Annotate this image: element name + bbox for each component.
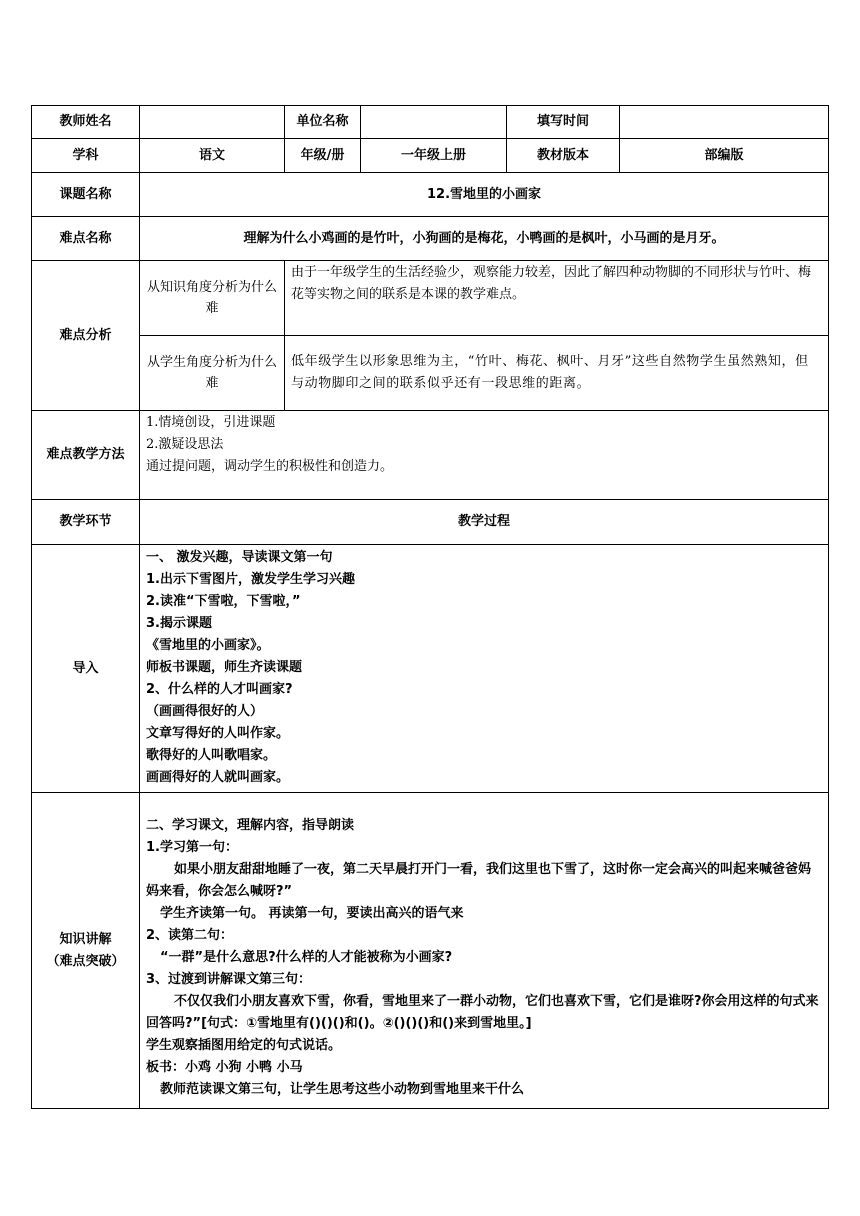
lesson-label: 课题名称 [32,173,140,217]
methods-line: 通过提问题，调动学生的积极性和创造力。 [146,459,394,474]
methods-content [140,411,829,500]
knowledge-line: 不仅仅我们小朋友喜欢下雪，你看，雪地里来了一群小动物，它们也喜欢下雪，它们是谁呀?你会用这样的句式来回答吗?”[句式：①雪地里有()()()和()。②()()()和()来到雪地里。] [146,994,819,1031]
knowledge-label-line1: 知识讲解 [59,931,112,947]
intro-label: 导入 [32,545,140,793]
knowledge-line: 教师范读课文第三句，让学生思考这些小动物到雪地里来干什么 [160,1082,525,1097]
time-label: 填写时间 [507,106,620,139]
analysis-label: 难点分析 [32,261,140,411]
difficulty-label: 难点名称 [32,217,140,261]
methods-line: 1.情境创设，引进课题 [146,415,276,430]
grade-value: 一年级上册 [361,139,507,173]
analysis-student-row [32,336,829,411]
student-angle-label: 从学生角度分析为什么难 [140,336,285,411]
knowledge-line: 板书：小鸡 小狗 小鸭 小马 [146,1060,303,1075]
knowledge-label-line2: （难点突破） [46,953,125,969]
knowledge-row [32,793,829,1109]
teacher-label: 教师姓名 [32,106,140,139]
intro-line: 1.出示下雪图片，激发学生学习兴趣 [146,572,355,587]
knowledge-line: 如果小朋友甜甜地睡了一夜，第二天早晨打开门一看，我们这里也下雪了，这时你一定会高兴的叫起来喊爸爸妈妈来看，你会怎么喊呀?” [146,862,812,899]
knowledge-line: 3、过渡到讲解课文第三句： [146,972,312,987]
subject-row [32,139,829,173]
edition-value: 部编版 [620,139,829,173]
intro-line: 一、 激发兴趣，导读课文第一句 [146,550,333,565]
unit-label: 单位名称 [285,106,361,139]
knowledge-line: 学生观察插图用给定的句式说话。 [146,1038,342,1053]
knowledge-line: 2、读第二句： [146,928,234,943]
teacher-row [32,106,829,139]
difficulty-row [32,217,829,261]
fill-time-cell[interactable] [620,106,829,139]
intro-line: （画画得很好的人） [146,704,264,719]
knowledge-line: 学生齐读第一句。 再读第一句，要读出高兴的语气来 [160,906,464,921]
intro-line: 文章写得好的人叫作家。 [146,726,290,741]
edition-label: 教材版本 [507,139,620,173]
intro-line: 2.读准“下雪啦，下雪啦，” [146,594,301,609]
difficulty-text: 理解为什么小鸡画的是竹叶，小狗画的是梅花，小鸭画的是枫叶，小马画的是月牙。 [140,217,829,261]
subject-value: 语文 [140,139,285,173]
intro-content [140,545,829,793]
analysis-knowledge-row [32,261,829,336]
intro-row [32,545,829,793]
process-header-row [32,500,829,545]
methods-row [32,411,829,500]
knowledge-angle-label: 从知识角度分析为什么难 [140,261,285,336]
grade-label: 年级/册 [285,139,361,173]
subject-label: 学科 [32,139,140,173]
methods-label: 难点教学方法 [32,411,140,500]
knowledge-line: 二、学习课文，理解内容，指导朗读 [146,818,355,833]
stage-header: 教学环节 [32,500,140,545]
unit-name-cell[interactable] [361,106,507,139]
intro-line: 歌得好的人叫歌唱家。 [146,748,277,763]
methods-line: 2.激疑设思法 [146,437,224,452]
student-angle-text: 低年级学生以形象思维为主，“竹叶、梅花、枫叶、月牙”这些自然物学生虽然熟知，但与动物脚印之间的联系似乎还有一段思维的距离。 [285,336,829,411]
intro-line: 3.揭示课题 [146,616,212,631]
knowledge-angle-text: 由于一年级学生的生活经验少，观察能力较差，因此了解四种动物脚的不同形状与竹叶、梅花等实物之间的联系是本课的教学难点。 [285,261,829,336]
intro-line: 师板书课题，师生齐读课题 [146,660,303,675]
lesson-plan-document [31,105,828,1109]
intro-line: 2、什么样的人才叫画家? [146,682,293,697]
intro-line: 《雪地里的小画家》。 [146,638,270,653]
lesson-row [32,173,829,217]
lesson-title: 12.雪地里的小画家 [140,173,829,217]
knowledge-content [140,793,829,1109]
process-header: 教学过程 [140,500,829,545]
knowledge-stage-label [32,793,140,1109]
lesson-plan-table [31,105,829,1109]
knowledge-line: 1.学习第一句： [146,840,238,855]
intro-line: 画画得好的人就叫画家。 [146,770,290,785]
knowledge-line: “一群”是什么意思?什么样的人才能被称为小画家? [160,950,453,965]
teacher-name-cell[interactable] [140,106,285,139]
